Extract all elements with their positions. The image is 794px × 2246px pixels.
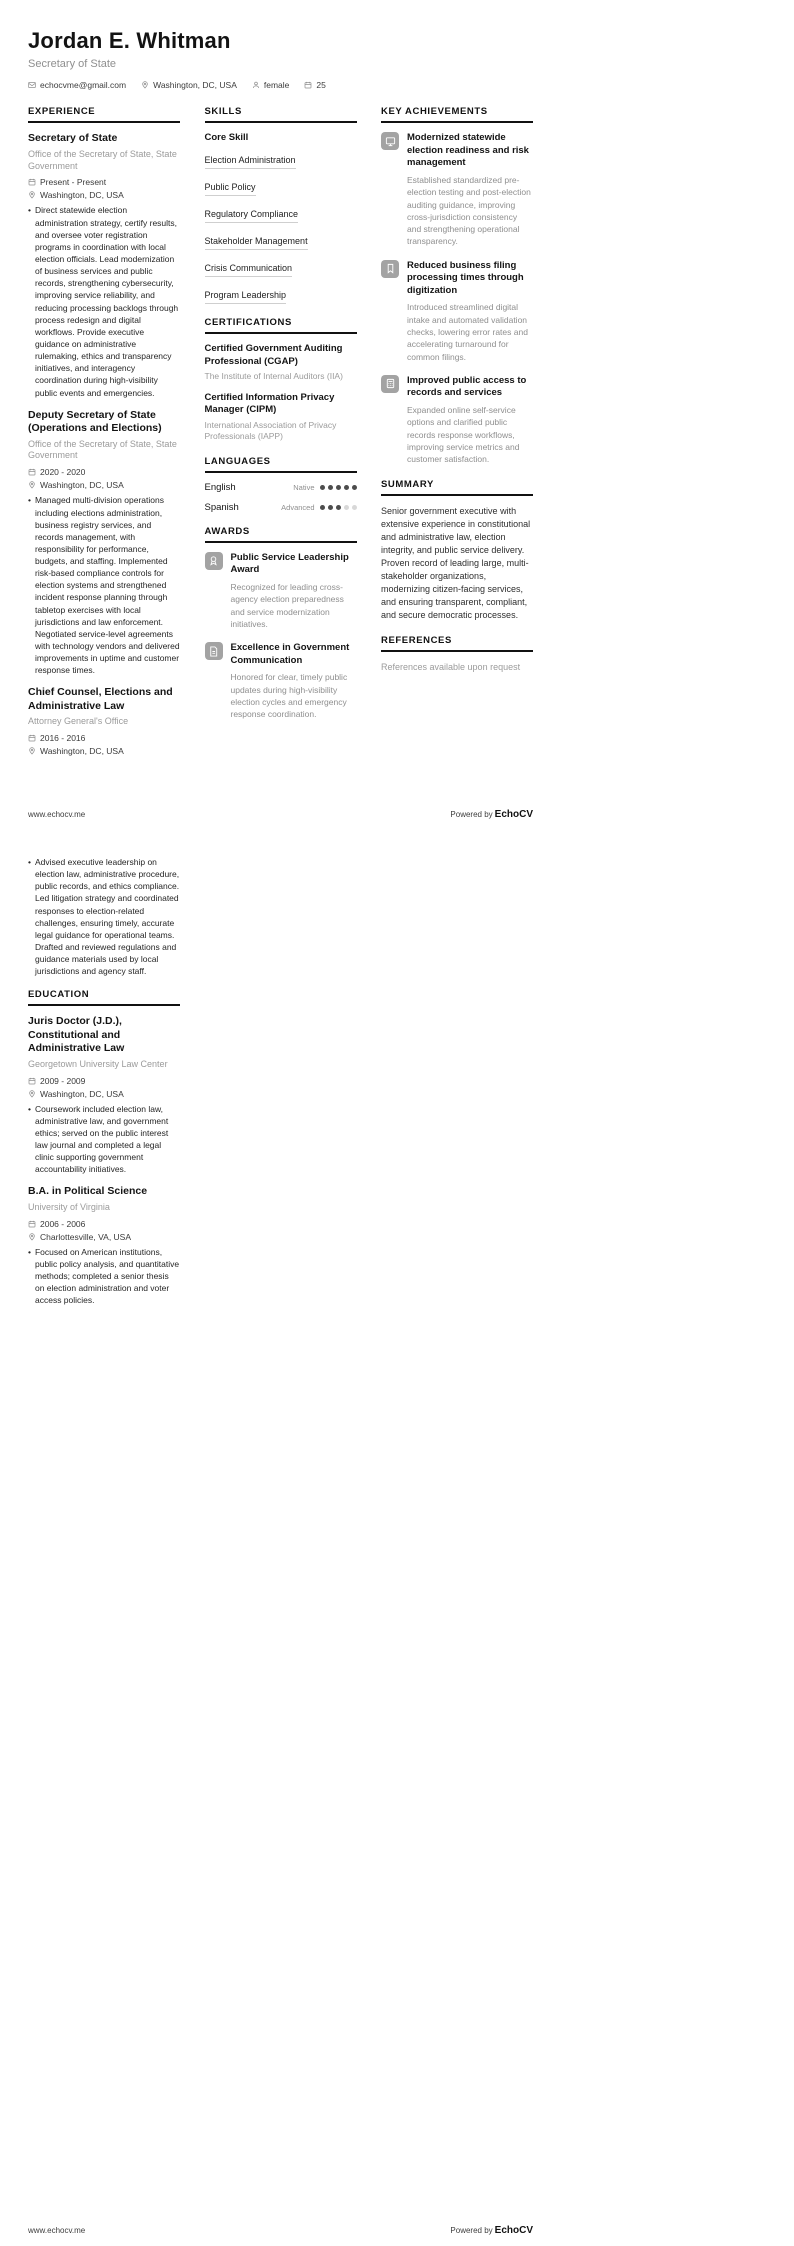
education-heading: EDUCATION xyxy=(28,989,180,1006)
job-bullet xyxy=(28,494,180,676)
resume-header xyxy=(28,28,533,90)
education-location-text: Washington, DC, USA xyxy=(40,1088,124,1099)
section-references xyxy=(381,635,533,674)
calendar-icon xyxy=(28,468,36,476)
job-dates-text: 2016 - 2016 xyxy=(40,733,86,744)
dot-filled xyxy=(328,505,333,510)
echocv-brand: EchoCV xyxy=(494,809,533,820)
skill-item: Stakeholder Management xyxy=(205,231,357,250)
bookmark-icon xyxy=(381,260,399,278)
job-organization: Office of the Secretary of State, State Government xyxy=(28,438,177,461)
language-level: Advanced xyxy=(281,502,315,512)
education-dates-text: 2009 - 2009 xyxy=(40,1075,86,1086)
certification-name: Certified Information Privacy Manager (CIPM) xyxy=(204,391,335,416)
powered-by-text: Powered by xyxy=(450,2226,493,2235)
columns xyxy=(28,106,533,769)
footer-site-link[interactable]: www.echocv.me xyxy=(28,810,86,819)
education-location xyxy=(28,1232,180,1242)
school-name: University of Virginia xyxy=(28,1201,110,1212)
footer-site-link[interactable]: www.echocv.me xyxy=(28,2226,86,2235)
age-text: 25 xyxy=(316,80,326,91)
column-skills xyxy=(205,106,357,769)
page-footer xyxy=(28,2225,533,2236)
calendar-icon xyxy=(304,81,312,89)
section-education xyxy=(28,989,180,1306)
job-title: Deputy Secretary of State (Operations and Elections) xyxy=(28,408,162,435)
certifications-heading: CERTIFICATIONS xyxy=(205,317,357,334)
contact-gender xyxy=(252,80,290,90)
section-experience xyxy=(28,106,180,756)
experience-entry xyxy=(28,409,180,677)
education-dates xyxy=(28,1076,180,1086)
location-pin-icon xyxy=(141,81,149,89)
location-pin-icon xyxy=(28,481,36,489)
job-organization: Office of the Secretary of State, State Government xyxy=(28,148,177,171)
bullet-text: Coursework included election law, administrative law, and government ethics; served on the public interest law journal and completed a legal clinic supporting government accountability initiatives. xyxy=(34,1103,169,1175)
school-name: Georgetown University Law Center xyxy=(28,1058,168,1069)
job-dates xyxy=(28,467,180,477)
certification-issuer: The Institute of Internal Auditors (IIA) xyxy=(204,371,343,382)
calendar-icon xyxy=(28,178,36,186)
section-key-achievements xyxy=(381,106,533,465)
bullet-text: Direct statewide election administration strategy, certify results, and oversee voter registration programs in coordination with local election officials. Lead modernization of business services and public records, strengthening cybersecurity, improving service reliability, and reducing processing backlogs through process redesign and digital workflows. Provide executive guidance on administrative rulemaking, ethics and transparency initiatives, and interagency coordination during high-visibility public events and emergencies. xyxy=(34,205,179,398)
dot-empty xyxy=(344,505,349,510)
award-title: Public Service Leadership Award xyxy=(230,551,349,576)
achievement-item xyxy=(381,132,533,247)
award-description: Honored for clear, timely public updates during high-visibility election cycles and emergency response coordination. xyxy=(230,672,348,720)
job-location xyxy=(28,190,180,200)
education-entry xyxy=(28,1185,180,1306)
language-level: Native xyxy=(293,482,315,492)
dot-filled xyxy=(320,505,325,510)
dot-filled xyxy=(352,485,357,490)
person-title: Secretary of State xyxy=(28,58,117,71)
language-name: English xyxy=(204,481,236,493)
education-entry xyxy=(28,1015,180,1175)
monitor-icon xyxy=(381,132,399,150)
summary-heading: SUMMARY xyxy=(381,479,533,496)
section-awards xyxy=(205,526,357,721)
language-proficiency-dots xyxy=(320,485,357,490)
experience-heading: EXPERIENCE xyxy=(28,106,180,123)
job-title: Secretary of State xyxy=(28,132,118,145)
resume-page-2 xyxy=(0,830,561,2246)
skill-item: Regulatory Compliance xyxy=(205,204,357,223)
footer-powered-by xyxy=(450,809,533,820)
skills-heading: SKILLS xyxy=(205,106,357,123)
references-text: References available upon request xyxy=(381,661,521,672)
person-name: Jordan E. Whitman xyxy=(28,28,231,53)
footer-powered-by xyxy=(450,2225,533,2236)
degree-title: Juris Doctor (J.D.), Constitutional and Administrative Law xyxy=(28,1015,125,1055)
section-summary xyxy=(381,479,533,622)
section-skills xyxy=(205,106,357,304)
bullet-marker: • xyxy=(28,205,31,216)
resume-page-1 xyxy=(0,0,561,830)
dot-filled xyxy=(320,485,325,490)
skill-item: Election Administration xyxy=(205,150,357,169)
job-dates xyxy=(28,733,180,743)
language-name: Spanish xyxy=(204,501,239,513)
achievement-item xyxy=(381,260,533,363)
job-organization: Attorney General's Office xyxy=(28,716,129,727)
achievement-body: Established standardized pre-election testing and post-election auditing guidance, improving cross-jurisdiction consistency and strengthening operational transparency. xyxy=(407,174,531,247)
calendar-icon xyxy=(28,734,36,742)
achievement-title: Improved public access to records and services xyxy=(407,374,527,399)
references-heading: REFERENCES xyxy=(381,635,533,652)
column-experience xyxy=(28,106,180,769)
award-item xyxy=(205,552,357,630)
education-bullet xyxy=(28,1246,180,1307)
echocv-brand: EchoCV xyxy=(494,2225,533,2236)
key-achievements-heading: KEY ACHIEVEMENTS xyxy=(381,106,533,123)
calculator-icon xyxy=(381,375,399,393)
job-bullets xyxy=(28,494,180,676)
job-title: Chief Counsel, Elections and Administrative Law xyxy=(28,686,173,712)
language-row xyxy=(205,502,357,513)
dot-filled xyxy=(336,485,341,490)
achievement-body: Introduced streamlined digital intake and automated validation checks, lowering error rates and accelerating turnaround for common filings. xyxy=(407,302,528,362)
experience-entry xyxy=(28,686,180,756)
job-dates-text: Present - Present xyxy=(40,177,107,188)
bullet-marker: • xyxy=(28,1246,31,1257)
job-bullet xyxy=(28,204,180,398)
person-icon xyxy=(252,81,260,89)
contact-location xyxy=(141,80,237,90)
certification-item xyxy=(205,392,357,443)
job-bullets-continued xyxy=(28,856,180,977)
achievement-item xyxy=(381,375,533,466)
award-item xyxy=(205,642,357,720)
medal-icon xyxy=(205,552,223,570)
awards-heading: AWARDS xyxy=(205,526,357,543)
skill-group-title: Core Skill xyxy=(204,132,249,144)
certification-issuer: International Association of Privacy Professionals (IAPP) xyxy=(204,419,337,442)
location-pin-icon xyxy=(28,747,36,755)
bullet-text: Advised executive leadership on election law, administrative procedure, public records, and ethics compliance. Led litigation strategy and coordinated responses to election-related challenges, ensuring timely, accurate legal guidance for operational teams. Drafted and reviewed regulations and guidance materials used by local jurisdictions and agency staff. xyxy=(34,857,180,977)
dot-filled xyxy=(328,485,333,490)
section-languages xyxy=(205,456,357,513)
language-proficiency-dots xyxy=(320,505,357,510)
job-location-text: Washington, DC, USA xyxy=(40,480,124,491)
education-dates-text: 2006 - 2006 xyxy=(40,1218,86,1229)
achievement-body: Expanded online self-service options and clarified public records response workflows, improving service metrics and customer satisfaction. xyxy=(407,404,520,465)
job-location xyxy=(28,746,180,756)
column-experience-continued xyxy=(28,856,180,1306)
award-title: Excellence in Government Communication xyxy=(230,642,350,666)
email-text: echocvme@gmail.com xyxy=(40,80,127,91)
education-bullet xyxy=(28,1103,180,1176)
skill-item: Crisis Communication xyxy=(205,258,357,277)
certification-item xyxy=(205,343,357,383)
language-row xyxy=(205,482,357,493)
education-location-text: Charlottesville, VA, USA xyxy=(40,1231,132,1242)
location-pin-icon xyxy=(28,1233,36,1241)
dot-empty xyxy=(352,505,357,510)
skill-item: Program Leadership xyxy=(205,285,357,304)
location-pin-icon xyxy=(28,1090,36,1098)
education-bullets xyxy=(28,1246,180,1307)
gender-text: female xyxy=(263,80,290,91)
mail-icon xyxy=(28,81,36,89)
experience-entry xyxy=(28,132,180,398)
education-bullets xyxy=(28,1103,180,1176)
achievement-title: Modernized statewide election readiness and risk management xyxy=(407,132,529,169)
contact-email xyxy=(28,80,126,90)
document-icon xyxy=(205,642,223,660)
dot-filled xyxy=(336,505,341,510)
location-text: Washington, DC, USA xyxy=(153,80,237,91)
education-location xyxy=(28,1089,180,1099)
bullet-text: Managed multi-division operations including elections administration, business registry services, and records management, with responsibility for performance, budgets, and staffing. Implemented risk-based compliance controls for election systems and strengthened incident response planning through tabletop exercises with local jurisdictions and law enforcement. Negotiated service-level agreements with technology vendors and delivered improvements in uptime and customer response times. xyxy=(34,495,180,676)
job-location-text: Washington, DC, USA xyxy=(40,190,124,201)
location-pin-icon xyxy=(28,191,36,199)
bullet-text: Focused on American institutions, public policy analysis, and quantitative methods; completed a senior thesis on election administration and voter access policies. xyxy=(34,1246,180,1306)
contact-row xyxy=(28,80,533,90)
calendar-icon xyxy=(28,1220,36,1228)
bullet-marker: • xyxy=(28,1103,31,1114)
contact-age xyxy=(304,80,325,90)
job-bullets xyxy=(28,204,180,398)
job-location xyxy=(28,480,180,490)
achievement-title: Reduced business filing processing times through digitization xyxy=(407,259,524,296)
section-certifications xyxy=(205,317,357,443)
job-dates xyxy=(28,177,180,187)
bullet-marker: • xyxy=(28,857,31,867)
job-bullet xyxy=(28,856,180,977)
education-dates xyxy=(28,1219,180,1229)
award-description: Recognized for leading cross-agency election preparedness and service modernization initiatives. xyxy=(230,581,344,629)
skill-item: Public Policy xyxy=(205,177,357,196)
certification-name: Certified Government Auditing Professional (CGAP) xyxy=(204,343,343,367)
job-dates-text: 2020 - 2020 xyxy=(40,467,86,478)
bullet-marker: • xyxy=(28,495,31,506)
page-footer xyxy=(28,809,533,820)
dot-filled xyxy=(344,485,349,490)
powered-by-text: Powered by xyxy=(450,810,493,819)
summary-text: Senior government executive with extensive experience in constitutional and administrative law, election integrity, and public service delivery. Proven record of leading large, multi-stakeholder organizations, modernizing citizen-facing services, and ensuring transparent, compliant, and secure democratic processes. xyxy=(381,505,531,620)
calendar-icon xyxy=(28,1077,36,1085)
languages-heading: LANGUAGES xyxy=(205,456,357,473)
degree-title: B.A. in Political Science xyxy=(28,1185,148,1198)
job-location-text: Washington, DC, USA xyxy=(40,746,124,757)
column-achievements xyxy=(381,106,533,769)
